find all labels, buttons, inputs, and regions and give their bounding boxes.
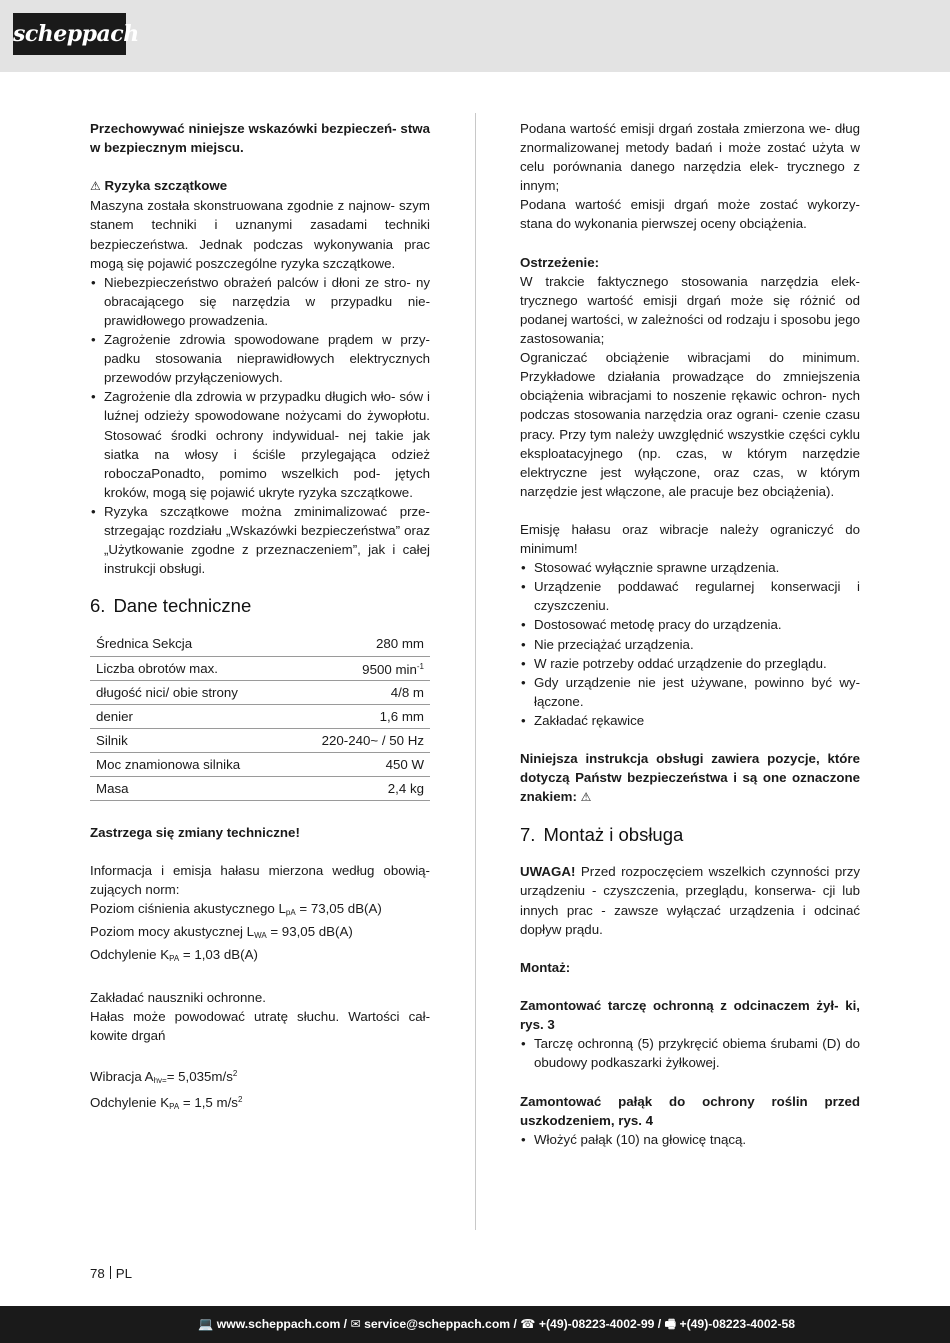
scheppach-logo: scheppach [13, 13, 126, 55]
header-band [0, 0, 950, 72]
spec-value: 1,6 mm [286, 704, 430, 728]
spec-label: Moc znamionowa silnika [90, 752, 286, 776]
safety-marking-note: Niniejsza instrukcja obsługi zawiera pozycje, które dotyczą Państw bezpieczeństwa i są one oznaczone znakiem: ⚠ [520, 751, 860, 805]
table-row [90, 680, 430, 704]
list-item: • Urządzenie poddawać regularnej konserwacji i czyszczeniu. [520, 577, 860, 615]
table-row [90, 776, 430, 800]
section-7-heading [520, 823, 860, 847]
caution-note: UWAGA! Przed rozpoczęciem wszelkich czynności przy urządzeniu - czyszczenia, przeglądu, konserwa- cji lub innych prac - zawsze wyłączać urządzenia i odcinać dopływ prądu. [520, 864, 860, 937]
spec-label: długość nici/ obie strony [90, 680, 286, 704]
list-item: • Niebezpieczeństwo obrażeń palców i dłoni ze stro- ny obracającego się narzędzia w przypadku nie- prawidłowego prowadzenia. [90, 273, 430, 330]
section-number: 6. [90, 595, 106, 617]
column-divider [475, 113, 476, 1230]
spec-label: Masa [90, 776, 286, 800]
envelope-icon: ✉ [350, 1317, 361, 1331]
emission-text-2: Podana wartość emisji drgań może zostać wykorzy- stana do wykonania pierwszej oceny obciążenia. [520, 197, 860, 232]
spec-label: denier [90, 704, 286, 728]
bracket-steps-list [520, 1130, 860, 1149]
table-row [90, 728, 430, 752]
spec-label: Średnica Sekcja [90, 632, 286, 656]
spec-value: 9500 $\min^{-1}$ [286, 656, 430, 680]
sound-power-level: Poziom mocy akustycznej $L_{WA} = 93,05$ dB(A) [90, 924, 353, 941]
spec-value: 4/8 m [286, 680, 430, 704]
email-link[interactable]: service@scheppach.com [364, 1317, 511, 1331]
section-title: Montaż i obsługa [543, 824, 684, 846]
spec-value: 2,4 kg [286, 776, 430, 800]
list-item: • Zagrożenie dla zdrowia w przypadku długich wło- sów i luźnej odzieży spowodowane nożycami do żywopłotu. Stosować środki ochrony indywidual- nej takie jak siatka na włosy i ściśle przylegająca odzież roboczaPonadto, pomimo wszelkich pod- jętych kroków, mogą się pojawić ukryte ryzyka szczątkowe. [90, 387, 430, 502]
website-link[interactable]: www.scheppach.com [216, 1317, 341, 1331]
emission-text-1: Podana wartość emisji drgań została zmierzona we- dług znormalizowanej metody badań i może zostać użyta w celu porównania danego narzędzia elek- trycznego z innym; [520, 121, 860, 194]
list-item: • Ryzyka szczątkowe można zminimalizować prze- strzegając rozdziału „Wskazówki bezpieczeństwa” oraz „Użytkowanie zgodne z przeznaczeniem”, jak i całej instrukcji obsługi. [90, 502, 430, 578]
footer-contact-bar: 💻 www.scheppach.com / ✉ service@scheppach.com / ☎ +(49)-08223-4002-99 / 🖷 +(49)-08223-4002-58 [0, 1306, 950, 1343]
fax-icon: 🖷 [664, 1317, 677, 1331]
list-item: • Dostosować metodę pracy do urządzenia. [520, 615, 860, 634]
assembly-heading: Montaż: [520, 959, 571, 975]
warning-text-2: Ograniczać obciążenie wibracjami do minimum. Przykładowe działania prowadzące do zmniejszenia obciążenia wibracjami to noszenie rękawic ochron- nych podczas stosowania narzędzia oraz ograni- czenie czasu pracy. Przy tym należy uwzględnić wszystkie części cyklu eksploatacyjnego (np. czas, w którym narzędzie elektryczne jest wyłączone, oraz czas, w którym narzędzie jest włączone, ale pracuje bez obciążenia). [520, 350, 860, 499]
section-number: 7. [520, 824, 536, 846]
noise-deviation: Odchylenie $K_{PA} = 1,03$ dB(A) [90, 947, 258, 964]
limit-emissions-list [520, 558, 860, 730]
residual-risk-heading [90, 176, 430, 196]
spec-label: Liczba obrotów max. [90, 656, 286, 680]
section-6-heading [90, 594, 430, 618]
ear-protection-note: Zakładać nauszniki ochronne. [90, 989, 266, 1005]
list-item: • Nie przeciążać urządzenia. [520, 635, 860, 654]
spec-value: 280 mm [286, 632, 430, 656]
list-item: • Włożyć pałąk (10) na głowicę tnącą. [520, 1130, 860, 1149]
guard-steps-list [520, 1034, 860, 1072]
phone-number: +(49)-08223-4002-99 [538, 1317, 655, 1331]
vibration-deviation: Odchylenie $K_{PA} = 1,5$ $m/s^2$ [90, 1094, 243, 1111]
list-item: • Stosować wyłącznie sprawne urządzenia. [520, 558, 860, 577]
phone-icon: ☎ [520, 1317, 536, 1331]
technical-changes-note: Zastrzega się zmiany techniczne! [90, 824, 300, 840]
list-item: • Zakładać rękawice [520, 711, 860, 730]
right-column [520, 119, 860, 1149]
left-column [90, 119, 430, 1116]
spec-value: 220-240~ / 50 Hz [286, 728, 430, 752]
spec-value: 450 W [286, 752, 430, 776]
storage-note: Przechowywać niniejsze wskazówki bezpieczeń- stwa w bezpiecznym miejscu. [90, 121, 430, 156]
residual-risk-list [90, 273, 430, 579]
table-row [90, 656, 430, 680]
residual-risk-text: Maszyna została skonstruowana zgodnie z najnow- szym stanem techniki i uznanymi zasadami techniki bezpieczeństwa. Jednak podczas wykonywania prac mogą się pojawić poszczególne ryzyka szczątkowe. [90, 198, 430, 271]
bracket-heading: Zamontować pałąk do ochrony roślin przed uszkodzeniem, rys. 4 [520, 1093, 860, 1128]
hearing-loss-note: Hałas może powodować utratę słuchu. Wartości cał- kowite drgań [90, 1008, 430, 1043]
computer-icon: 💻 [198, 1317, 214, 1331]
section-title: Dane techniczne [113, 595, 252, 617]
guard-heading: Zamontować tarczę ochronną z odcinaczem żył- ki, rys. 3 [520, 998, 860, 1033]
list-item: • Gdy urządzenie nie jest używane, powinno być wy- łączone. [520, 673, 860, 711]
warning-triangle-icon: ⚠ [580, 790, 592, 805]
language-code: PL [115, 1266, 133, 1281]
limit-emissions-text: Emisję hałasu oraz wibracje należy ograniczyć do minimum! [520, 521, 860, 557]
fax-number: +(49)-08223-4002-58 [679, 1317, 795, 1331]
list-item: • Tarczę ochronną (5) przykręcić obiema śrubami (D) do obudowy podkaszarki żyłkowej. [520, 1034, 860, 1072]
vibration-value: Wibracja $A_{hv=}= 5,035m/s^2$ [90, 1068, 238, 1085]
table-row [90, 704, 430, 728]
table-row [90, 752, 430, 776]
warning-text-1: W trakcie faktycznego stosowania narzędzia elek- trycznego wartość emisji drgań może się różnić od podanej wartości, w zależności od rodzaju i sposobu jego zastosowania; [520, 273, 860, 347]
warning-triangle-icon: ⚠ [90, 179, 101, 194]
table-row [90, 632, 430, 656]
list-item: • Zagrożenie zdrowia spowodowane prądem w przy- padku stosowania nieprawidłowych elektrycznych przewodów przyłączeniowych. [90, 330, 430, 387]
page-number: 78 PL [90, 1266, 133, 1281]
list-item: • W razie potrzeby oddać urządzenie do przeglądu. [520, 654, 860, 673]
noise-intro: Informacja i emisja hałasu mierzona według obowią- zujących norm: [90, 862, 430, 898]
spec-label: Silnik [90, 728, 286, 752]
technical-data-table [90, 632, 430, 801]
residual-risk-heading-text: Ryzyka szczątkowe [104, 178, 228, 194]
sound-pressure-level: Poziom ciśnienia akustycznego $L_{pA} = 73,05$ dB(A) [90, 901, 382, 918]
warning-heading: Ostrzeżenie: [520, 254, 600, 270]
